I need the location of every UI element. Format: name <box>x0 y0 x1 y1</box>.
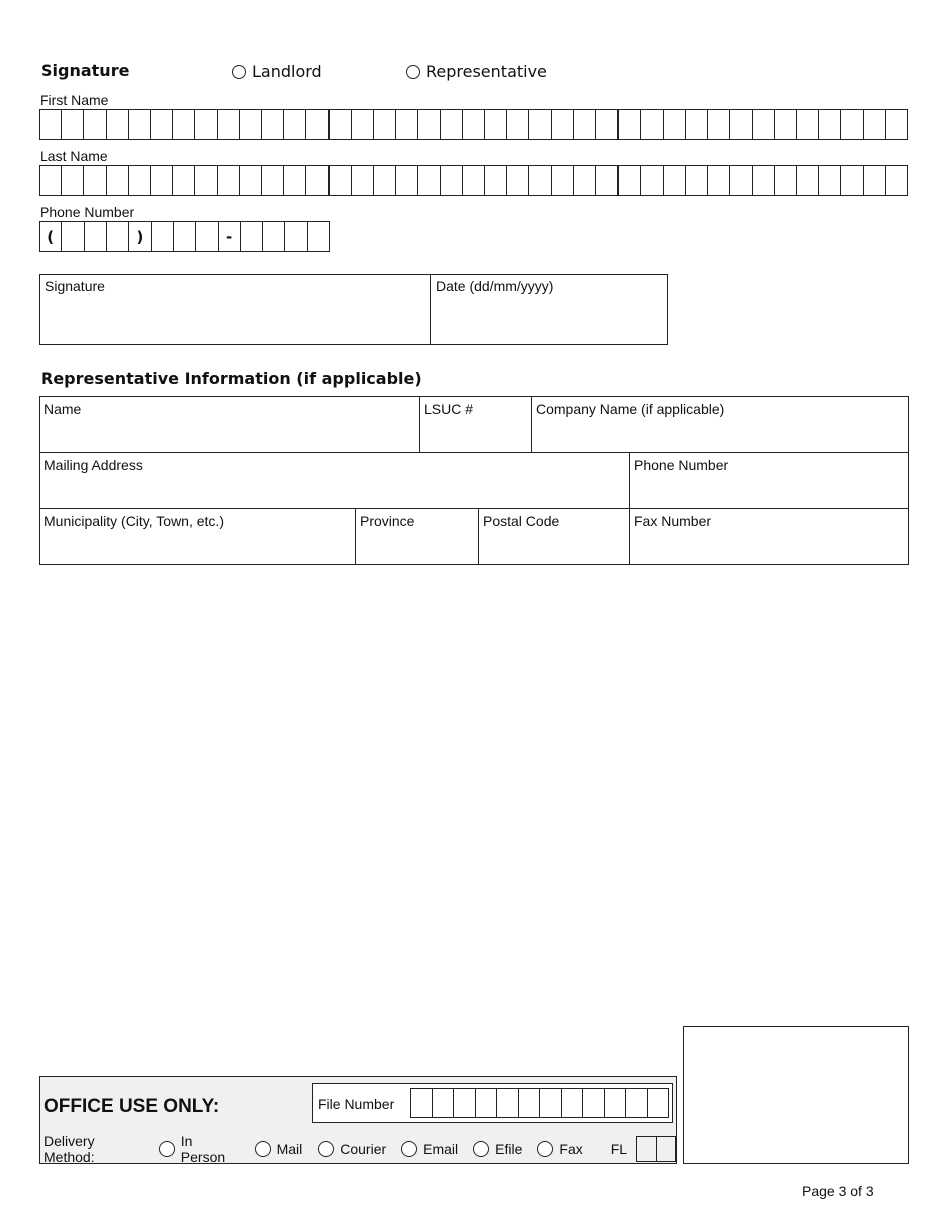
char-box[interactable] <box>583 1089 605 1117</box>
char-box[interactable] <box>84 166 106 195</box>
fl-input[interactable] <box>636 1136 676 1162</box>
office-stamp-box <box>683 1026 909 1164</box>
char-box[interactable] <box>864 110 886 139</box>
delivery-option-email[interactable] <box>401 1141 458 1157</box>
last-name-input[interactable] <box>39 165 908 196</box>
rep-company-field[interactable] <box>531 396 908 452</box>
rep-company-label: Company Name (if applicable) <box>536 401 725 417</box>
char-box[interactable] <box>107 166 129 195</box>
char-box[interactable] <box>574 110 596 139</box>
char-box[interactable] <box>797 166 819 195</box>
char-box[interactable] <box>641 110 663 139</box>
char-box[interactable] <box>240 166 262 195</box>
char-box[interactable] <box>195 110 217 139</box>
char-box[interactable] <box>562 1089 584 1117</box>
char-box[interactable] <box>129 166 151 195</box>
delivery-option-fax[interactable] <box>537 1141 582 1157</box>
char-box[interactable] <box>330 166 352 195</box>
rep-province-label: Province <box>360 513 415 529</box>
representative-heading: Representative Information (if applicable) <box>41 369 422 388</box>
char-box[interactable] <box>284 110 306 139</box>
char-box[interactable] <box>605 1089 627 1117</box>
char-box[interactable] <box>641 166 663 195</box>
char-box[interactable] <box>330 110 352 139</box>
radio-circle-icon[interactable] <box>232 65 246 79</box>
char-box[interactable] <box>129 110 151 139</box>
char-box[interactable] <box>418 110 440 139</box>
char-box[interactable] <box>619 110 641 139</box>
delivery-option-in-person[interactable] <box>159 1133 241 1165</box>
rep-province-field[interactable] <box>355 508 479 564</box>
char-box[interactable] <box>151 110 173 139</box>
last-name-label: Last Name <box>40 148 108 164</box>
radio-circle-icon[interactable] <box>406 65 420 79</box>
char-box[interactable] <box>596 166 619 195</box>
rep-fax-label: Fax Number <box>634 513 712 529</box>
char-box[interactable] <box>396 110 418 139</box>
char-box[interactable] <box>730 110 752 139</box>
char-box[interactable] <box>730 166 752 195</box>
char-box[interactable] <box>507 110 529 139</box>
signature-field[interactable] <box>39 274 431 345</box>
fl-box[interactable] <box>657 1137 675 1161</box>
char-box[interactable] <box>753 166 775 195</box>
rep-name-field[interactable] <box>39 396 420 452</box>
char-box[interactable] <box>552 166 574 195</box>
radio-circle-icon[interactable] <box>473 1141 489 1157</box>
phone-open-paren: ( <box>40 222 62 251</box>
char-box[interactable] <box>62 110 84 139</box>
char-box[interactable] <box>574 166 596 195</box>
delivery-option-label: Email <box>423 1141 459 1157</box>
radio-circle-icon[interactable] <box>255 1141 271 1157</box>
phone-close-paren: ) <box>129 222 151 251</box>
file-number-input[interactable] <box>410 1088 669 1118</box>
radio-representative-label: Representative <box>426 62 547 81</box>
phone-digit-box[interactable] <box>62 222 84 251</box>
phone-digit-box[interactable] <box>85 222 107 251</box>
radio-landlord-label: Landlord <box>252 62 322 81</box>
phone-number-label: Phone Number <box>40 204 135 220</box>
representative-grid <box>39 396 909 565</box>
date-field[interactable] <box>430 274 668 345</box>
file-number-label: File Number <box>318 1096 395 1112</box>
delivery-option-efile[interactable] <box>473 1141 522 1157</box>
phone-digit-box[interactable] <box>196 222 218 251</box>
char-box[interactable] <box>686 166 708 195</box>
phone-digit-box[interactable] <box>285 222 307 251</box>
char-box[interactable] <box>262 166 284 195</box>
radio-circle-icon[interactable] <box>318 1141 334 1157</box>
char-box[interactable] <box>40 110 62 139</box>
char-box[interactable] <box>596 110 619 139</box>
rep-name-label: Name <box>44 401 82 417</box>
char-box[interactable] <box>626 1089 648 1117</box>
rep-postal-code-field[interactable] <box>478 508 630 564</box>
char-box[interactable] <box>507 166 529 195</box>
char-box[interactable] <box>841 110 863 139</box>
phone-digit-box[interactable] <box>241 222 263 251</box>
phone-dash: - <box>219 222 241 251</box>
char-box[interactable] <box>485 110 507 139</box>
delivery-option-label: Fax <box>559 1141 583 1157</box>
page-number: Page 3 of 3 <box>802 1183 874 1199</box>
char-box[interactable] <box>463 166 485 195</box>
char-box[interactable] <box>529 166 551 195</box>
char-box[interactable] <box>173 110 195 139</box>
char-box[interactable] <box>819 110 841 139</box>
char-box[interactable] <box>463 110 485 139</box>
char-box[interactable] <box>107 110 129 139</box>
char-box[interactable] <box>374 166 396 195</box>
char-box[interactable] <box>775 110 797 139</box>
rep-municipality-field[interactable] <box>39 508 356 564</box>
office-use-title: OFFICE USE ONLY: <box>44 1096 220 1117</box>
delivery-option-label: Courier <box>340 1141 387 1157</box>
phone-digit-box[interactable] <box>174 222 196 251</box>
radio-representative[interactable] <box>406 62 547 81</box>
char-box[interactable] <box>485 166 507 195</box>
delivery-option-label: Mail <box>276 1141 303 1157</box>
rep-lsuc-label: LSUC # <box>424 401 474 417</box>
signature-field-label: Signature <box>45 278 105 294</box>
fl-box[interactable] <box>637 1137 656 1161</box>
phone-digit-box[interactable] <box>308 222 329 251</box>
first-name-input[interactable] <box>39 109 908 140</box>
radio-circle-icon[interactable] <box>537 1141 553 1157</box>
char-box[interactable] <box>886 110 907 139</box>
char-box[interactable] <box>841 166 863 195</box>
char-box[interactable] <box>306 110 329 139</box>
char-box[interactable] <box>529 110 551 139</box>
char-box[interactable] <box>476 1089 498 1117</box>
char-box[interactable] <box>797 110 819 139</box>
char-box[interactable] <box>284 166 306 195</box>
delivery-method-label: Delivery Method: <box>44 1133 95 1165</box>
char-box[interactable] <box>864 166 886 195</box>
char-box[interactable] <box>195 166 217 195</box>
char-box[interactable] <box>708 166 730 195</box>
char-box[interactable] <box>454 1089 476 1117</box>
phone-number-input[interactable] <box>39 221 330 252</box>
rep-phone-label: Phone Number <box>634 457 729 473</box>
char-box[interactable] <box>262 110 284 139</box>
char-box[interactable] <box>819 166 841 195</box>
char-box[interactable] <box>648 1089 669 1117</box>
char-box[interactable] <box>540 1089 562 1117</box>
char-box[interactable] <box>519 1089 541 1117</box>
signature-heading: Signature <box>41 61 130 80</box>
rep-mailing-address-field[interactable] <box>39 452 630 508</box>
char-box[interactable] <box>497 1089 519 1117</box>
char-box[interactable] <box>441 166 463 195</box>
char-box[interactable] <box>552 110 574 139</box>
phone-digit-box[interactable] <box>152 222 174 251</box>
rep-fax-field[interactable] <box>629 508 908 564</box>
delivery-method-row <box>44 1133 676 1165</box>
char-box[interactable] <box>40 166 62 195</box>
char-box[interactable] <box>708 110 730 139</box>
char-box[interactable] <box>218 110 240 139</box>
file-number-field <box>312 1083 673 1123</box>
delivery-option-courier[interactable] <box>318 1141 386 1157</box>
rep-mailing-address-label: Mailing Address <box>44 457 143 473</box>
phone-digit-box[interactable] <box>107 222 129 251</box>
char-box[interactable] <box>173 166 195 195</box>
char-box[interactable] <box>352 110 374 139</box>
radio-circle-icon[interactable] <box>401 1141 417 1157</box>
phone-digit-box[interactable] <box>263 222 285 251</box>
char-box[interactable] <box>218 166 240 195</box>
radio-circle-icon[interactable] <box>159 1141 175 1157</box>
char-box[interactable] <box>84 110 106 139</box>
char-box[interactable] <box>664 166 686 195</box>
first-name-label: First Name <box>40 92 109 108</box>
char-box[interactable] <box>62 166 84 195</box>
rep-postal-code-label: Postal Code <box>483 513 560 529</box>
char-box[interactable] <box>441 110 463 139</box>
char-box[interactable] <box>352 166 374 195</box>
delivery-option-label: In Person <box>180 1133 226 1165</box>
char-box[interactable] <box>411 1089 433 1117</box>
char-box[interactable] <box>374 110 396 139</box>
char-box[interactable] <box>396 166 418 195</box>
rep-lsuc-field[interactable] <box>419 396 531 452</box>
char-box[interactable] <box>886 166 907 195</box>
char-box[interactable] <box>433 1089 455 1117</box>
rep-phone-field[interactable] <box>629 452 908 508</box>
char-box[interactable] <box>240 110 262 139</box>
char-box[interactable] <box>753 110 775 139</box>
office-use-panel <box>39 1076 677 1164</box>
char-box[interactable] <box>306 166 329 195</box>
char-box[interactable] <box>151 166 173 195</box>
delivery-option-mail[interactable] <box>255 1141 303 1157</box>
char-box[interactable] <box>686 110 708 139</box>
fl-label: FL <box>610 1141 628 1157</box>
delivery-option-label: Efile <box>495 1141 523 1157</box>
char-box[interactable] <box>418 166 440 195</box>
char-box[interactable] <box>775 166 797 195</box>
rep-municipality-label: Municipality (City, Town, etc.) <box>44 513 224 529</box>
date-field-label: Date (dd/mm/yyyy) <box>436 278 554 294</box>
char-box[interactable] <box>619 166 641 195</box>
radio-landlord[interactable] <box>232 62 322 81</box>
char-box[interactable] <box>664 110 686 139</box>
